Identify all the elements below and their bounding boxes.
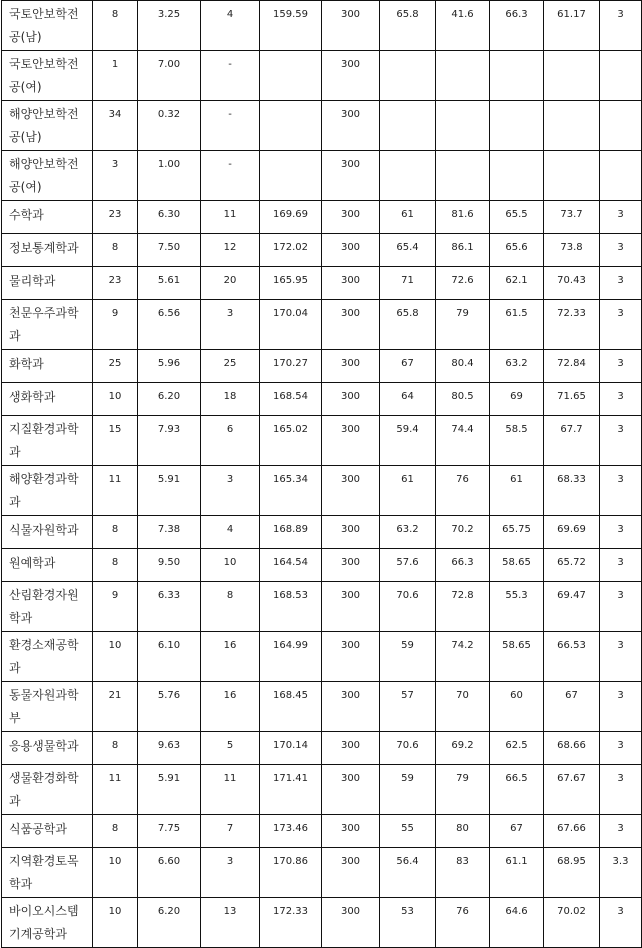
- table-cell-col-9: 58.65: [490, 549, 544, 582]
- table-cell-col-3: 5.61: [138, 267, 201, 300]
- table-cell-col-11: [600, 151, 642, 201]
- table-cell-col-11: [600, 51, 642, 101]
- department-name-cell: 수학과: [2, 201, 93, 234]
- department-name-cell: 국토안보학전공(남): [2, 1, 93, 51]
- department-name-cell: 환경소재공학과: [2, 632, 93, 682]
- table-cell-col-7: 65.8: [380, 300, 436, 350]
- table-cell-col-2: 25: [93, 350, 138, 383]
- table-cell-col-10: 68.66: [544, 732, 600, 765]
- table-cell-col-7: 56.4: [380, 848, 436, 898]
- table-cell-col-5: 165.95: [260, 267, 322, 300]
- table-row: [2, 732, 642, 765]
- table-cell-col-9: 60: [490, 682, 544, 732]
- table-cell-col-7: 65.4: [380, 234, 436, 267]
- table-cell-col-10: 65.72: [544, 549, 600, 582]
- table-row: [2, 466, 642, 516]
- table-cell-col-5: 164.99: [260, 632, 322, 682]
- table-cell-col-8: 79: [436, 765, 490, 815]
- table-cell-col-7: 61: [380, 466, 436, 516]
- table-cell-col-9: 62.1: [490, 267, 544, 300]
- table-cell-col-4: 4: [201, 516, 260, 549]
- table-cell-col-6: 300: [322, 682, 380, 732]
- table-cell-col-9: 64.6: [490, 898, 544, 948]
- table-cell-col-10: 71.65: [544, 383, 600, 416]
- table-cell-col-6: 300: [322, 300, 380, 350]
- table-cell-col-10: 67: [544, 682, 600, 732]
- table-cell-col-8: 81.6: [436, 201, 490, 234]
- table-row: [2, 516, 642, 549]
- table-cell-col-10: 73.8: [544, 234, 600, 267]
- table-cell-col-5: 170.86: [260, 848, 322, 898]
- department-name-cell: 생물환경화학과: [2, 765, 93, 815]
- table-row: [2, 898, 642, 948]
- department-name-cell: 지역환경토목학과: [2, 848, 93, 898]
- table-cell-col-10: 70.43: [544, 267, 600, 300]
- table-cell-col-7: [380, 101, 436, 151]
- table-cell-col-9: 61: [490, 466, 544, 516]
- table-cell-col-3: 5.96: [138, 350, 201, 383]
- table-cell-col-8: 86.1: [436, 234, 490, 267]
- table-row: [2, 201, 642, 234]
- table-cell-col-11: 3: [600, 682, 642, 732]
- department-name-cell: 국토안보학전공(여): [2, 51, 93, 101]
- table-cell-col-5: [260, 151, 322, 201]
- table-cell-col-11: 3: [600, 582, 642, 632]
- table-cell-col-4: 3: [201, 300, 260, 350]
- table-cell-col-8: 80: [436, 815, 490, 848]
- department-name-cell: 응용생물학과: [2, 732, 93, 765]
- table-cell-col-6: 300: [322, 350, 380, 383]
- table-cell-col-11: 3: [600, 466, 642, 516]
- table-cell-col-3: 0.32: [138, 101, 201, 151]
- table-cell-col-8: 76: [436, 466, 490, 516]
- table-cell-col-2: 11: [93, 466, 138, 516]
- admission-results-table: [1, 0, 642, 948]
- table-row: [2, 632, 642, 682]
- table-cell-col-5: 169.69: [260, 201, 322, 234]
- table-cell-col-3: 1.00: [138, 151, 201, 201]
- table-cell-col-6: 300: [322, 466, 380, 516]
- table-cell-col-4: 25: [201, 350, 260, 383]
- table-cell-col-2: 23: [93, 267, 138, 300]
- table-body: [2, 1, 642, 948]
- table-cell-col-9: 66.5: [490, 765, 544, 815]
- table-cell-col-3: 9.50: [138, 549, 201, 582]
- table-cell-col-11: 3: [600, 549, 642, 582]
- table-cell-col-10: 66.53: [544, 632, 600, 682]
- table-cell-col-11: 3: [600, 516, 642, 549]
- table-cell-col-4: -: [201, 101, 260, 151]
- table-cell-col-9: 63.2: [490, 350, 544, 383]
- table-cell-col-7: 70.6: [380, 732, 436, 765]
- table-cell-col-5: 168.89: [260, 516, 322, 549]
- table-cell-col-9: 55.3: [490, 582, 544, 632]
- table-cell-col-2: 1: [93, 51, 138, 101]
- table-cell-col-11: 3: [600, 898, 642, 948]
- table-cell-col-8: 74.4: [436, 416, 490, 466]
- table-cell-col-5: [260, 51, 322, 101]
- table-cell-col-3: 7.38: [138, 516, 201, 549]
- table-cell-col-7: 55: [380, 815, 436, 848]
- table-cell-col-3: 6.56: [138, 300, 201, 350]
- table-cell-col-2: 10: [93, 848, 138, 898]
- table-cell-col-2: 10: [93, 898, 138, 948]
- table-cell-col-8: 76: [436, 898, 490, 948]
- table-cell-col-2: 8: [93, 1, 138, 51]
- table-cell-col-2: 9: [93, 582, 138, 632]
- table-cell-col-10: 68.33: [544, 466, 600, 516]
- table-cell-col-10: 67.66: [544, 815, 600, 848]
- department-name-cell: 동물자원과학부: [2, 682, 93, 732]
- table-cell-col-4: 3: [201, 466, 260, 516]
- table-cell-col-4: -: [201, 151, 260, 201]
- table-cell-col-7: 59.4: [380, 416, 436, 466]
- table-cell-col-6: 300: [322, 632, 380, 682]
- table-cell-col-9: [490, 151, 544, 201]
- table-cell-col-10: 72.33: [544, 300, 600, 350]
- table-cell-col-2: 23: [93, 201, 138, 234]
- table-cell-col-5: 173.46: [260, 815, 322, 848]
- table-cell-col-9: 65.6: [490, 234, 544, 267]
- department-name-cell: 식품공학과: [2, 815, 93, 848]
- table-cell-col-6: 300: [322, 549, 380, 582]
- table-cell-col-8: 80.4: [436, 350, 490, 383]
- table-cell-col-10: [544, 151, 600, 201]
- table-cell-col-4: 12: [201, 234, 260, 267]
- table-cell-col-9: 65.5: [490, 201, 544, 234]
- table-cell-col-6: 300: [322, 848, 380, 898]
- table-cell-col-9: 61.1: [490, 848, 544, 898]
- table-cell-col-11: 3: [600, 300, 642, 350]
- table-row: [2, 682, 642, 732]
- table-cell-col-2: 15: [93, 416, 138, 466]
- table-cell-col-10: 69.47: [544, 582, 600, 632]
- table-row: [2, 101, 642, 151]
- table-cell-col-6: 300: [322, 151, 380, 201]
- table-cell-col-3: 7.50: [138, 234, 201, 267]
- table-cell-col-8: 66.3: [436, 549, 490, 582]
- table-cell-col-7: 71: [380, 267, 436, 300]
- table-cell-col-3: 6.10: [138, 632, 201, 682]
- table-cell-col-3: 9.63: [138, 732, 201, 765]
- table-cell-col-8: [436, 51, 490, 101]
- table-cell-col-3: 5.91: [138, 765, 201, 815]
- table-cell-col-6: 300: [322, 383, 380, 416]
- table-cell-col-11: 3: [600, 350, 642, 383]
- table-row: [2, 416, 642, 466]
- table-cell-col-6: 300: [322, 582, 380, 632]
- table-cell-col-4: 8: [201, 582, 260, 632]
- table-cell-col-3: 6.30: [138, 201, 201, 234]
- table-cell-col-5: 171.41: [260, 765, 322, 815]
- table-cell-col-2: 10: [93, 632, 138, 682]
- table-row: [2, 582, 642, 632]
- table-cell-col-11: 3: [600, 732, 642, 765]
- table-cell-col-7: 57.6: [380, 549, 436, 582]
- table-cell-col-5: 170.04: [260, 300, 322, 350]
- table-cell-col-3: 7.00: [138, 51, 201, 101]
- table-cell-col-7: 63.2: [380, 516, 436, 549]
- table-cell-col-10: 61.17: [544, 1, 600, 51]
- table-cell-col-8: 83: [436, 848, 490, 898]
- department-name-cell: 산림환경자원학과: [2, 582, 93, 632]
- table-cell-col-2: 21: [93, 682, 138, 732]
- table-cell-col-5: 170.27: [260, 350, 322, 383]
- table-cell-col-7: 57: [380, 682, 436, 732]
- table-cell-col-2: 10: [93, 383, 138, 416]
- table-cell-col-9: 69: [490, 383, 544, 416]
- table-row: [2, 1, 642, 51]
- table-cell-col-2: 8: [93, 234, 138, 267]
- table-cell-col-5: 165.02: [260, 416, 322, 466]
- table-cell-col-4: 4: [201, 1, 260, 51]
- table-cell-col-8: 74.2: [436, 632, 490, 682]
- table-cell-col-10: [544, 101, 600, 151]
- table-cell-col-11: 3: [600, 1, 642, 51]
- table-cell-col-3: 6.20: [138, 898, 201, 948]
- table-cell-col-9: [490, 51, 544, 101]
- table-row: [2, 765, 642, 815]
- table-cell-col-7: 70.6: [380, 582, 436, 632]
- table-cell-col-5: 172.33: [260, 898, 322, 948]
- table-cell-col-6: 300: [322, 815, 380, 848]
- table-cell-col-11: 3: [600, 765, 642, 815]
- table-cell-col-8: [436, 151, 490, 201]
- department-name-cell: 해양안보학전공(여): [2, 151, 93, 201]
- table-cell-col-9: 66.3: [490, 1, 544, 51]
- table-cell-col-11: 3: [600, 416, 642, 466]
- table-cell-col-3: 3.25: [138, 1, 201, 51]
- table-cell-col-6: 300: [322, 201, 380, 234]
- table-cell-col-5: 172.02: [260, 234, 322, 267]
- table-cell-col-5: 164.54: [260, 549, 322, 582]
- table-cell-col-11: 3: [600, 201, 642, 234]
- table-cell-col-5: [260, 101, 322, 151]
- table-cell-col-8: 41.6: [436, 1, 490, 51]
- table-cell-col-6: 300: [322, 1, 380, 51]
- table-cell-col-6: 300: [322, 732, 380, 765]
- table-cell-col-2: 3: [93, 151, 138, 201]
- table-row: [2, 350, 642, 383]
- table-cell-col-6: 300: [322, 765, 380, 815]
- table-cell-col-4: 16: [201, 632, 260, 682]
- table-cell-col-3: 6.60: [138, 848, 201, 898]
- table-cell-col-2: 11: [93, 765, 138, 815]
- table-cell-col-7: 59: [380, 765, 436, 815]
- table-cell-col-9: 67: [490, 815, 544, 848]
- table-cell-col-7: 53: [380, 898, 436, 948]
- table-cell-col-6: 300: [322, 416, 380, 466]
- table-cell-col-3: 7.93: [138, 416, 201, 466]
- department-name-cell: 바이오시스템기계공학과: [2, 898, 93, 948]
- table-cell-col-10: 69.69: [544, 516, 600, 549]
- table-cell-col-10: 73.7: [544, 201, 600, 234]
- table-cell-col-4: 11: [201, 765, 260, 815]
- table-cell-col-6: 300: [322, 101, 380, 151]
- table-row: [2, 383, 642, 416]
- department-name-cell: 물리학과: [2, 267, 93, 300]
- table-cell-col-6: 300: [322, 516, 380, 549]
- table-row: [2, 234, 642, 267]
- table-cell-col-11: 3: [600, 267, 642, 300]
- table-cell-col-4: 3: [201, 848, 260, 898]
- table-cell-col-4: 6: [201, 416, 260, 466]
- table-cell-col-9: 61.5: [490, 300, 544, 350]
- table-row: [2, 549, 642, 582]
- table-cell-col-4: 13: [201, 898, 260, 948]
- table-cell-col-8: 70: [436, 682, 490, 732]
- table-cell-col-10: 67.7: [544, 416, 600, 466]
- department-name-cell: 생화학과: [2, 383, 93, 416]
- table-cell-col-7: 65.8: [380, 1, 436, 51]
- table-cell-col-7: [380, 51, 436, 101]
- table-cell-col-4: 7: [201, 815, 260, 848]
- table-cell-col-4: 20: [201, 267, 260, 300]
- table-cell-col-2: 34: [93, 101, 138, 151]
- table-cell-col-6: 300: [322, 898, 380, 948]
- table-cell-col-9: 58.5: [490, 416, 544, 466]
- department-name-cell: 해양안보학전공(남): [2, 101, 93, 151]
- table-cell-col-8: 70.2: [436, 516, 490, 549]
- table-row: [2, 300, 642, 350]
- table-cell-col-8: 72.6: [436, 267, 490, 300]
- table-cell-col-10: 68.95: [544, 848, 600, 898]
- table-row: [2, 51, 642, 101]
- table-cell-col-4: 11: [201, 201, 260, 234]
- table-cell-col-9: [490, 101, 544, 151]
- table-cell-col-5: 168.45: [260, 682, 322, 732]
- department-name-cell: 식물자원학과: [2, 516, 93, 549]
- table-cell-col-7: 67: [380, 350, 436, 383]
- table-cell-col-5: 165.34: [260, 466, 322, 516]
- department-name-cell: 화학과: [2, 350, 93, 383]
- table-row: [2, 848, 642, 898]
- table-cell-col-6: 300: [322, 51, 380, 101]
- table-cell-col-10: 72.84: [544, 350, 600, 383]
- table-cell-col-6: 300: [322, 234, 380, 267]
- table-row: [2, 815, 642, 848]
- table-cell-col-7: 59: [380, 632, 436, 682]
- department-name-cell: 지질환경과학과: [2, 416, 93, 466]
- table-cell-col-3: 6.20: [138, 383, 201, 416]
- table-cell-col-11: [600, 101, 642, 151]
- department-name-cell: 해양환경과학과: [2, 466, 93, 516]
- table-cell-col-4: -: [201, 51, 260, 101]
- table-row: [2, 267, 642, 300]
- table-cell-col-4: 16: [201, 682, 260, 732]
- table-row: [2, 151, 642, 201]
- table-cell-col-11: 3: [600, 632, 642, 682]
- table-cell-col-5: 168.53: [260, 582, 322, 632]
- table-cell-col-6: 300: [322, 267, 380, 300]
- table-cell-col-11: 3: [600, 234, 642, 267]
- department-name-cell: 원예학과: [2, 549, 93, 582]
- table-cell-col-4: 5: [201, 732, 260, 765]
- table-cell-col-8: [436, 101, 490, 151]
- department-name-cell: 천문우주과학과: [2, 300, 93, 350]
- table-cell-col-8: 80.5: [436, 383, 490, 416]
- department-name-cell: 정보통계학과: [2, 234, 93, 267]
- table-cell-col-9: 65.75: [490, 516, 544, 549]
- table-cell-col-5: 170.14: [260, 732, 322, 765]
- table-cell-col-2: 8: [93, 732, 138, 765]
- table-cell-col-4: 10: [201, 549, 260, 582]
- table-cell-col-8: 79: [436, 300, 490, 350]
- table-cell-col-3: 7.75: [138, 815, 201, 848]
- table-cell-col-3: 5.91: [138, 466, 201, 516]
- table-cell-col-5: 159.59: [260, 1, 322, 51]
- table-cell-col-9: 62.5: [490, 732, 544, 765]
- table-cell-col-4: 18: [201, 383, 260, 416]
- table-cell-col-7: 64: [380, 383, 436, 416]
- table-cell-col-3: 6.33: [138, 582, 201, 632]
- table-cell-col-2: 8: [93, 815, 138, 848]
- table-cell-col-10: 67.67: [544, 765, 600, 815]
- table-cell-col-7: 61: [380, 201, 436, 234]
- table-cell-col-2: 8: [93, 549, 138, 582]
- table-cell-col-7: [380, 151, 436, 201]
- table-cell-col-10: [544, 51, 600, 101]
- table-cell-col-3: 5.76: [138, 682, 201, 732]
- table-cell-col-11: 3: [600, 383, 642, 416]
- table-cell-col-5: 168.54: [260, 383, 322, 416]
- table-cell-col-8: 69.2: [436, 732, 490, 765]
- table-cell-col-11: 3.3: [600, 848, 642, 898]
- table-cell-col-8: 72.8: [436, 582, 490, 632]
- table-cell-col-2: 9: [93, 300, 138, 350]
- table-cell-col-9: 58.65: [490, 632, 544, 682]
- table-cell-col-11: 3: [600, 815, 642, 848]
- table-cell-col-10: 70.02: [544, 898, 600, 948]
- table-cell-col-2: 8: [93, 516, 138, 549]
